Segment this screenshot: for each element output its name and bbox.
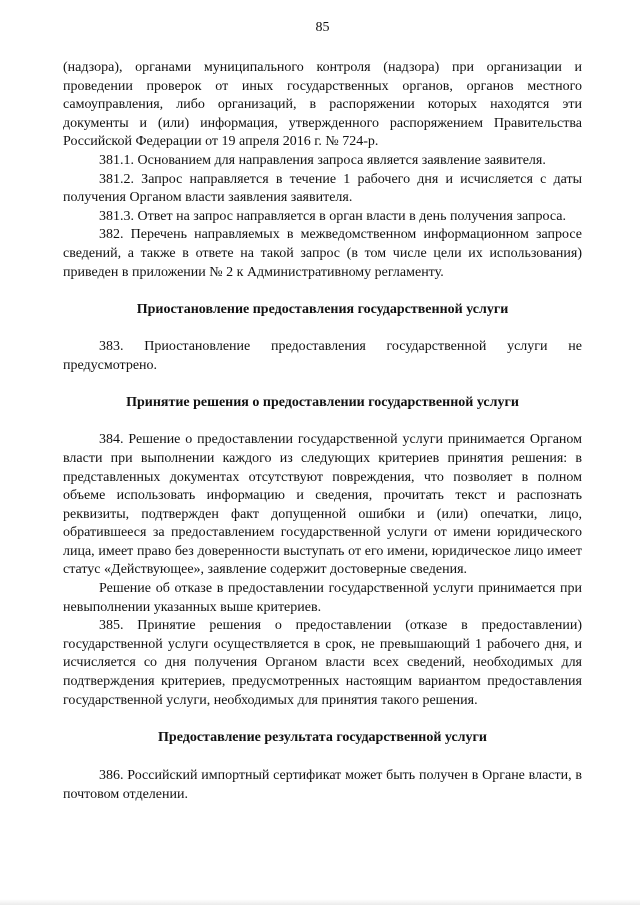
paragraph-384: 384. Решение о предоставлении государственной услуги принимается Органом власти при выполнении каждого из следующих критериев принятия решения: в представленных документах отсутствуют повреждения, что позволяет в полном объеме использовать информацию и сведения, прочитать текст и распознать реквизиты, подтвержден факт допущенной ошибки и (или) опечатки, лицо, обратившееся за предоставлением государственной услуги от имени юридического лица, имеет право без доверенности выступать от его имени, юридическое лицо имеет статус «Действующее», заявление содержит достоверные сведения.: [63, 432, 582, 578]
paragraph-381-2: 381.2. Запрос направляется в течение 1 рабочего дня и исчисляется с даты получения Органом власти заявления заявителя.: [63, 171, 582, 206]
paragraph-386: 386. Российский импортный сертификат может быть получен в Органе власти, в почтовом отделении.: [63, 768, 582, 802]
paragraph-381-3: 381.3. Ответ на запрос направляется в орган власти в день получения запроса.: [99, 208, 566, 224]
paragraph-383: 383. Приостановление предоставления государственной услуги не предусмотрено.: [63, 339, 582, 373]
intro-paragraph: (надзора), органами муниципального контроля (надзора) при организации и проведении проверок от иных государственных органов, органов местного самоуправления, либо организаций, в распоряжении которых находятся эти документы и (или) информация, утвержденного распоряжением Правительства Российской Федерации от 19 апреля 2016 г. № 724-р.: [63, 60, 582, 150]
paragraph-382: 382. Перечень направляемых в межведомственном информационном запросе сведений, а также в ответе на такой запрос (в том числе цели их использования) приведен в приложении № 2 к Административному регламенту.: [63, 227, 582, 280]
paragraph-381-1: 381.1. Основанием для направления запроса является заявление заявителя.: [99, 152, 546, 168]
page-number: 85: [315, 20, 330, 35]
paragraph-385: 385. Принятие решения о предоставлении (отказе в предоставлении) государственной услуги осуществляется в срок, не превышающий 1 рабочего дня, и исчисляется со дня получения Органом власти всех сведений, необходимых для подтверждения критериев, предусмотренных настоящим вариантом предоставления государственной услуги, необходимых для принятия такого решения.: [63, 618, 582, 708]
heading-suspension: Приостановление предоставления государственной услуги: [136, 302, 509, 318]
scan-edge-shadow: [0, 899, 640, 905]
heading-decision: Принятие решения о предоставлении государственной услуги: [126, 395, 519, 411]
heading-result: Предоставление результата государственной услуги: [158, 730, 487, 746]
paragraph-384-refusal: Решение об отказе в предоставлении государственной услуги принимается при невыполнении указанных выше критериев.: [63, 581, 582, 615]
